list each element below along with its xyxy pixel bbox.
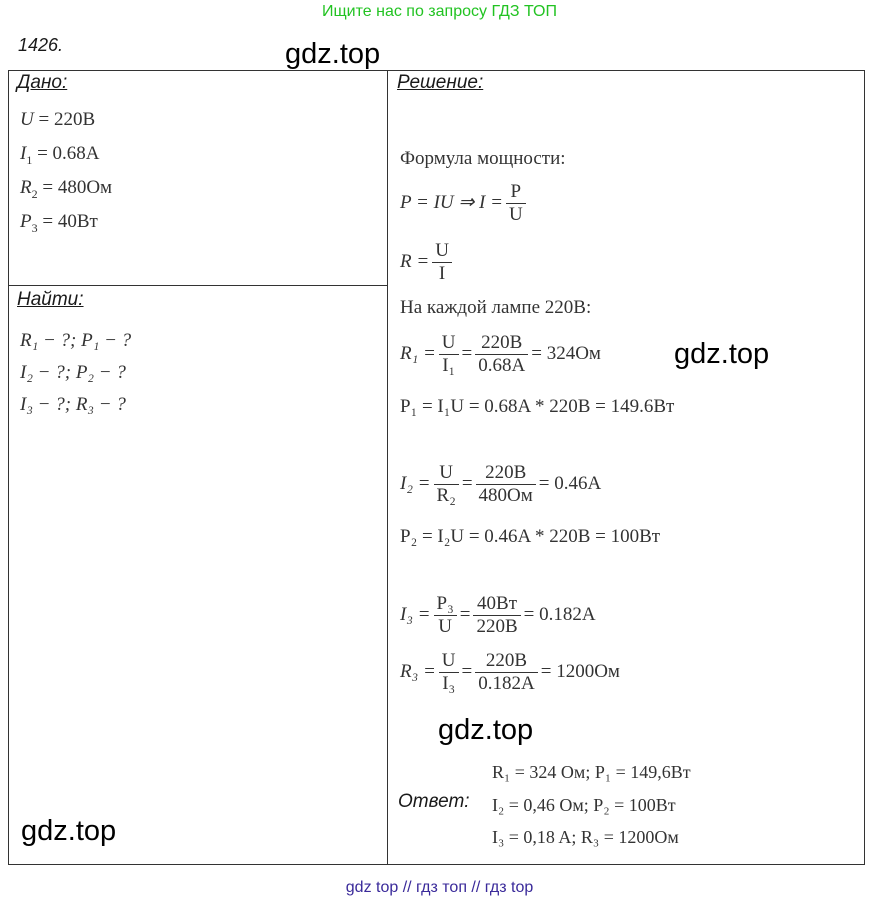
watermark: gdz.top — [438, 714, 534, 746]
find-line: R₁ − ?; P₁ − ? — [20, 330, 132, 351]
given-line: U = 220B — [20, 109, 96, 130]
p2-calc: P₂ = I₂U = 0.46A * 220B = 100Вт — [400, 526, 661, 547]
power-formula-label: Формула мощности: — [400, 148, 566, 169]
answer-line: R₁ = 324 Ом; P₁ = 149,6Вт — [492, 762, 691, 782]
solution-title: Решение: — [397, 72, 484, 93]
answer-label: Ответ: — [398, 791, 470, 812]
i2-calc: I₂ = $\frac{U}{\text{R₂}}$ = $\frac{220B}{480Ом}$ = 0.46A — [400, 462, 602, 506]
p1-calc: P₁ = I₁U = 0.68A * 220B = 149.6Вт — [400, 396, 675, 417]
footer: gdz top // гдз топ // гдз top — [345, 879, 534, 896]
watermark: gdz.top — [285, 38, 381, 70]
watermark: gdz.top — [21, 815, 117, 847]
power-formula: P = IU ⇒ I = $\frac{P}{U}$ — [400, 181, 529, 226]
find-title: Найти: — [17, 289, 84, 310]
lamp-voltage-note: На каждой лампе 220В: — [400, 297, 592, 318]
row-divider — [8, 285, 388, 286]
r1-calc: R₁ = $\frac{U}{\text{I₁}}$ = $\frac{220B}{0.68A}$ = 324Ом — [400, 332, 601, 376]
column-divider — [387, 70, 388, 865]
answer-line: I₂ = 0,46 Ом; P₂ = 100Вт — [492, 795, 676, 815]
given-line: $R_2 = 480Ом$ — [20, 177, 113, 201]
given-line: $I_1 = 0.68A$ — [20, 143, 100, 167]
watermark: gdz.top — [674, 338, 770, 370]
given-title: Дано: — [17, 72, 68, 93]
problem-number: 1426. — [18, 35, 64, 55]
find-line: I₃ − ?; R₃ − ? — [20, 394, 126, 415]
find-line: I₂ − ?; P₂ − ? — [20, 362, 126, 383]
given-line: $P_3 = 40Вт$ — [20, 211, 98, 235]
answer-line: I₃ = 0,18 A; R₃ = 1200Ом — [492, 827, 679, 847]
r3-calc: R₃ = $\frac{U}{\text{I₃}}$ = $\frac{220B}{0.182A}$ = 1200Ом — [400, 650, 620, 694]
i3-calc: I₃ = $\frac{\text{P₃}}{U}$ = $\frac{40Вт}{220B}$ = 0.182A — [400, 593, 596, 637]
top-banner: Ищите нас по запросу ГДЗ ТОП — [322, 3, 557, 20]
ohm-formula: R = $\frac{U}{I}$ — [400, 240, 455, 285]
